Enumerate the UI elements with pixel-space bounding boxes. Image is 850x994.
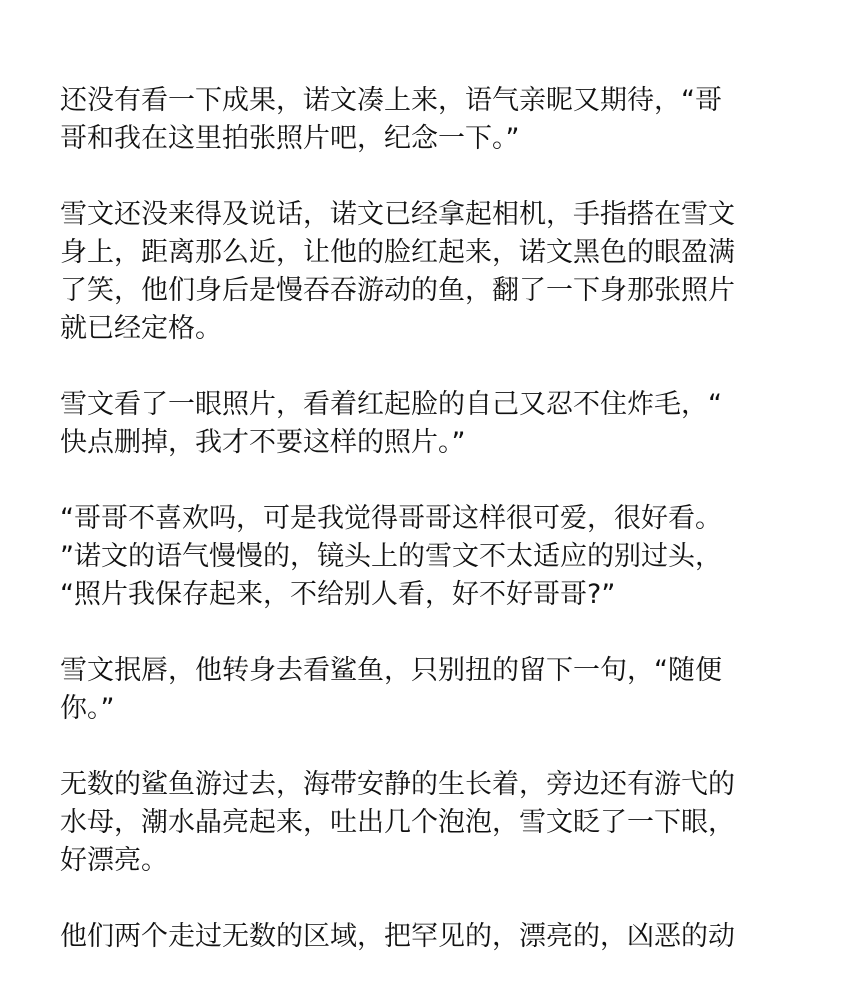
paragraph bbox=[60, 918, 785, 956]
text-line: 哥和我在这里拍张照片吧，纪念一下。” bbox=[60, 123, 520, 154]
text-line: “照片我保存起来，不给别人看，好不好哥哥?” bbox=[60, 579, 616, 610]
text-line: 雪文还没来得及说话，诺文已经拿起相机，手指搭在雪文 bbox=[60, 199, 735, 230]
reading-content bbox=[60, 82, 785, 994]
text-line: 无数的鲨鱼游过去，海带安静的生长着，旁边还有游弋的 bbox=[60, 769, 735, 800]
text-line: 雪文看了一眼照片，看着红起脸的自己又忍不住炸毛，“ bbox=[60, 389, 722, 420]
text-line: 了笑，他们身后是慢吞吞游动的鱼，翻了一下身那张照片 bbox=[60, 275, 735, 306]
text-line: 你。” bbox=[60, 693, 115, 724]
paragraph bbox=[60, 652, 785, 728]
text-line: 好漂亮。 bbox=[60, 845, 168, 876]
text-line: 水母，潮水晶亮起来，吐出几个泡泡，雪文眨了一下眼， bbox=[60, 807, 735, 838]
paragraph bbox=[60, 500, 785, 614]
text-line: 身上，距离那么近，让他的脸红起来，诺文黑色的眼盈满 bbox=[60, 237, 735, 268]
text-line: “哥哥不喜欢吗，可是我觉得哥哥这样很可爱，很好看。 bbox=[60, 503, 722, 534]
text-line: 就已经定格。 bbox=[60, 313, 222, 344]
paragraph bbox=[60, 82, 785, 158]
text-line: 快点删掉，我才不要这样的照片。” bbox=[60, 427, 466, 458]
paragraph bbox=[60, 196, 785, 348]
text-line: 他们两个走过无数的区域，把罕见的，漂亮的，凶恶的动 bbox=[60, 921, 735, 952]
paragraph bbox=[60, 766, 785, 880]
text-line: 雪文抿唇，他转身去看鲨鱼，只别扭的留下一句，“随便 bbox=[60, 655, 722, 686]
text-line: ”诺文的语气慢慢的，镜头上的雪文不太适应的别过头， bbox=[60, 541, 722, 572]
text-line: 还没有看一下成果，诺文凑上来，语气亲昵又期待，“哥 bbox=[60, 85, 722, 116]
paragraph bbox=[60, 386, 785, 462]
